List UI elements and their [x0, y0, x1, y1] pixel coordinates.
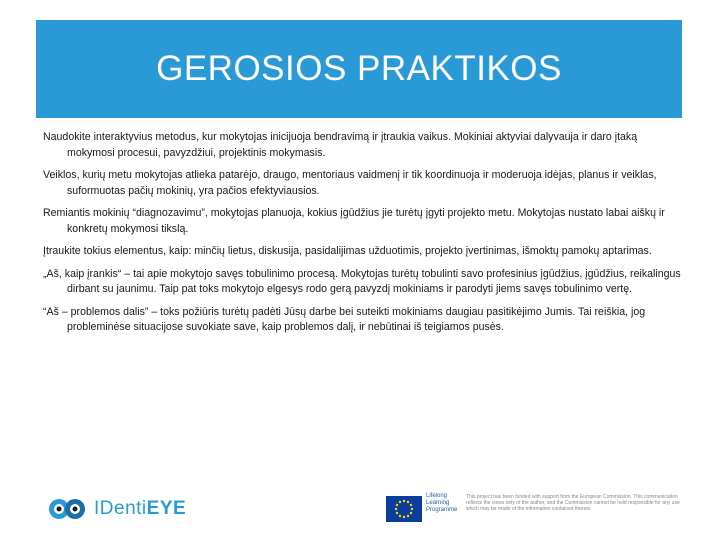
logo-wordmark-suffix: EYE	[146, 498, 187, 519]
paragraph-part-of-problem: “Aš – problemos dalis” – toks požiūris turėtų padėti Jūsų darbe bei suteikti mokiniams daugiau pasitikėjimo Jumis. Tai reiškia, jog probleminėse situacijose suvokiate save, kaip problemos dalį, ir nebūtinai iš teigiamos pusės.	[43, 305, 646, 333]
funding-disclaimer: This project has been funded with support from the European Commission. This communication reflects the views only of the author, and the Commission cannot be held responsible for any use which may be made of the information contained therein.	[466, 494, 680, 513]
program-label: Lifelong Learning Programme	[426, 493, 458, 513]
footer	[0, 490, 720, 530]
title-banner	[36, 20, 682, 118]
page-title: GEROSIOS PRAKTIKOS	[156, 49, 562, 88]
infinity-eye-icon	[48, 498, 88, 520]
paragraph-elements: Įtraukite tokius elementus, kaip: minčių lietus, diskusija, pasidalijimas užduotimis, projekto įvertinimas, išmoktų pamokų aptarimas.	[43, 245, 652, 257]
paragraph-self-as-tool: „Aš, kaip įrankis“ – tai apie mokytojo savęs tobulinimo procesą. Mokytojas turėtų tobulinti savo profesinius įgūdžius, įgūdžius, reikalingus dirbant su jaunimu. Taip pat toks mokytojo elgesys rodo gerą pavyzdį mokiniams ir parodyti jiems savęs tobulinimo vertę.	[43, 267, 681, 295]
paragraph-teacher-roles: Veiklos, kurių metu mokytojas atlieka patarėjo, draugo, mentoriaus vaidmenį ir tik koordinuoja ir moderuoja idėjas, planus ir veiklas, suformuotas pačių mokinių, yra pačios efektyviausios.	[43, 169, 657, 197]
practice-list	[43, 130, 683, 343]
logo-wordmark	[94, 498, 186, 520]
logo-wordmark-prefix: IDenti	[94, 498, 147, 519]
paragraph-diagnosis: Remiantis mokinių “diagnozavimu”, mokytojas planuoja, kokius įgūdžius jie turėtų įgyti projekto metu. Mokytojas nustato labai aiškų ir konkretų mokymosi tikslą.	[43, 207, 665, 235]
eu-flag-icon	[386, 496, 422, 522]
paragraph-interactive-methods: Naudokite interaktyvius metodus, kur mokytojas inicijuoja bendravimą ir įtraukia vaikus. Mokiniai aktyviai dalyvauja ir daro įtaką mokymosi procesui, pavyzdžiui, projektinis mokymasis.	[43, 131, 638, 159]
identieye-logo	[48, 498, 186, 520]
